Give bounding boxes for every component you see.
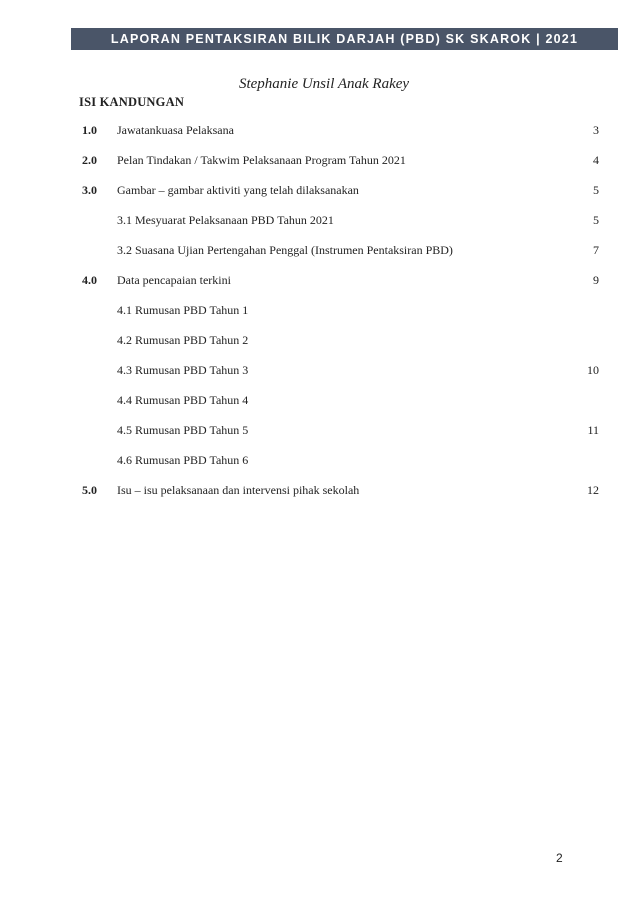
toc-row[interactable] xyxy=(82,152,602,182)
toc-section-number: 4.0 xyxy=(82,273,97,287)
toc-section-number: 3.0 xyxy=(82,183,97,197)
toc-row[interactable] xyxy=(82,362,602,392)
toc-row[interactable] xyxy=(82,332,602,362)
toc-entry-text: 4.6 Rumusan PBD Tahun 6 xyxy=(117,453,249,467)
toc-entry-text: Gambar – gambar aktiviti yang telah dilaksanakan xyxy=(117,183,359,197)
toc-entry-text: 4.2 Rumusan PBD Tahun 2 xyxy=(117,333,249,347)
toc-page-number: 3 xyxy=(593,123,599,137)
toc-section-number: 2.0 xyxy=(82,153,97,167)
toc-row[interactable] xyxy=(82,392,602,422)
toc-entry-text: Isu – isu pelaksanaan dan intervensi pihak sekolah xyxy=(117,483,360,497)
toc-title: ISI KANDUNGAN xyxy=(79,95,185,109)
toc-row[interactable] xyxy=(82,272,602,302)
toc-row[interactable] xyxy=(82,182,602,212)
toc-page-number: 11 xyxy=(587,423,599,437)
toc-entry-text: Jawatankuasa Pelaksana xyxy=(117,123,234,137)
toc-page-number: 12 xyxy=(587,483,599,497)
toc-row[interactable] xyxy=(82,452,602,482)
toc-page-number: 5 xyxy=(593,213,599,227)
report-header-banner: LAPORAN PENTAKSIRAN BILIK DARJAH (PBD) SK SKAROK | 2021 xyxy=(71,28,618,50)
toc-entry-text: 3.2 Suasana Ujian Pertengahan Penggal (Instrumen Pentaksiran PBD) xyxy=(117,243,453,257)
table-of-contents xyxy=(82,122,602,512)
toc-entry-text: Data pencapaian terkini xyxy=(117,273,231,287)
toc-entry-text: 4.1 Rumusan PBD Tahun 1 xyxy=(117,303,249,317)
toc-page-number: 9 xyxy=(593,273,599,287)
toc-row[interactable] xyxy=(82,422,602,452)
page-number: 2 xyxy=(556,851,563,865)
toc-entry-text: 3.1 Mesyuarat Pelaksanaan PBD Tahun 2021 xyxy=(117,213,334,227)
toc-page-number: 7 xyxy=(593,243,599,257)
toc-row[interactable] xyxy=(82,212,602,242)
toc-entry-text: 4.3 Rumusan PBD Tahun 3 xyxy=(117,363,249,377)
toc-section-number: 1.0 xyxy=(82,123,97,137)
toc-page-number: 5 xyxy=(593,183,599,197)
toc-entry-text: 4.5 Rumusan PBD Tahun 5 xyxy=(117,423,249,437)
toc-section-number: 5.0 xyxy=(82,483,97,497)
toc-page-number: 4 xyxy=(593,153,599,167)
toc-row[interactable] xyxy=(82,482,602,512)
toc-row[interactable] xyxy=(82,122,602,152)
toc-row[interactable] xyxy=(82,242,602,272)
author-name: Stephanie Unsil Anak Rakey xyxy=(238,76,410,92)
toc-row[interactable] xyxy=(82,302,602,332)
toc-entry-text: Pelan Tindakan / Takwim Pelaksanaan Program Tahun 2021 xyxy=(117,153,406,167)
toc-entry-text: 4.4 Rumusan PBD Tahun 4 xyxy=(117,393,249,407)
toc-page-number: 10 xyxy=(587,363,599,377)
